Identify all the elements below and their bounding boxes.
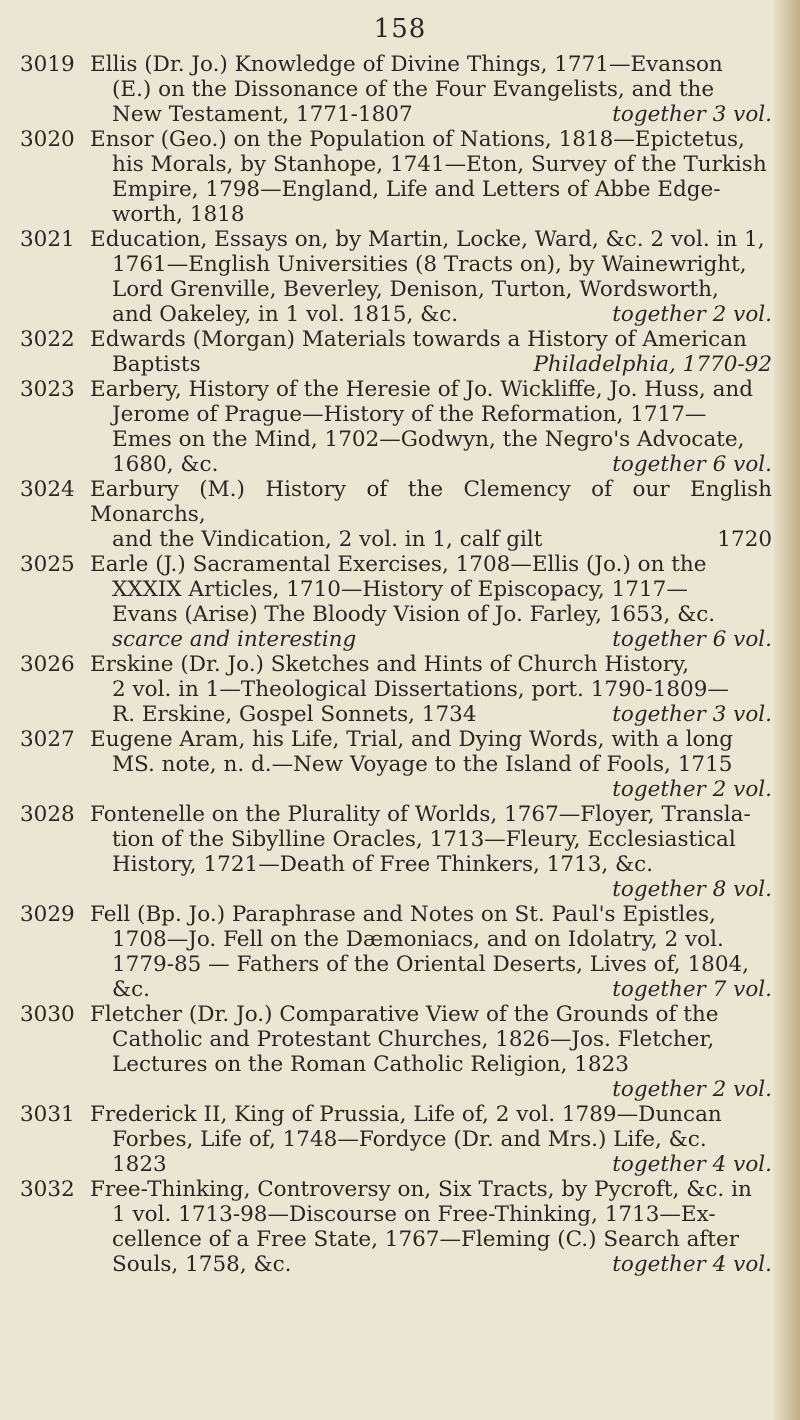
entry-line: Emes on the Mind, 1702—Godwyn, the Negro's Advocate,: [112, 427, 745, 452]
entry-line: 1680, &c.: [112, 452, 219, 477]
lot-number: 3029: [20, 902, 75, 927]
entry-line: R. Erskine, Gospel Sonnets, 1734: [112, 702, 477, 727]
entry-line: Fontenelle on the Plurality of Worlds, 1767—Floyer, Transla-: [90, 802, 751, 827]
entry-note: together 2 vol.: [612, 777, 772, 802]
catalogue-entry: [20, 1177, 772, 1277]
catalogue-entry: [20, 127, 772, 227]
entry-line: MS. note, n. d.—New Voyage to the Island of Fools, 1715: [112, 752, 733, 777]
entry-line: Frederick II, King of Prussia, Life of, 2 vol. 1789—Duncan: [90, 1102, 722, 1127]
entry-line: Education, Essays on, by Martin, Locke, Ward, &c. 2 vol. in 1,: [90, 227, 765, 252]
entry-note: together 4 vol.: [612, 1152, 772, 1177]
lot-number: 3026: [20, 652, 75, 677]
entry-note: together 2 vol.: [612, 1077, 772, 1102]
catalogue-entry: [20, 902, 772, 1002]
catalogue-entry: [20, 227, 772, 327]
entry-line: Forbes, Life of, 1748—Fordyce (Dr. and Mrs.) Life, &c.: [112, 1127, 707, 1152]
catalogue-entry: [20, 327, 772, 377]
entry-line: his Morals, by Stanhope, 1741—Eton, Survey of the Turkish: [112, 152, 767, 177]
entry-line: 1779-85 — Fathers of the Oriental Deserts, Lives of, 1804,: [112, 952, 750, 977]
entry-line: Eugene Aram, his Life, Trial, and Dying Words, with a long: [90, 727, 734, 752]
entry-line: &c.: [112, 977, 151, 1002]
entry-line: 1823: [112, 1152, 167, 1177]
entry-line: (E.) on the Dissonance of the Four Evangelists, and the: [112, 77, 715, 102]
lot-number: 3020: [20, 127, 75, 152]
entry-line: Baptists: [112, 352, 201, 377]
entry-line: Earbery, History of the Heresie of Jo. Wickliffe, Jo. Huss, and: [90, 377, 754, 402]
catalogue-entry: [20, 727, 772, 802]
lot-number: 3022: [20, 327, 75, 352]
catalogue-entry: [20, 1102, 772, 1177]
lot-number: 3024: [20, 477, 75, 502]
entry-line: Edwards (Morgan) Materials towards a History of American: [90, 327, 747, 352]
entry-note: together 3 vol.: [612, 702, 772, 727]
entry-line: cellence of a Free State, 1767—Fleming (C.) Search after: [112, 1227, 740, 1252]
entry-line: 1 vol. 1713-98—Discourse on Free-Thinking, 1713—Ex-: [112, 1202, 716, 1227]
lot-number: 3032: [20, 1177, 75, 1202]
entry-line: and Oakeley, in 1 vol. 1815, &c.: [112, 302, 459, 327]
entry-note: 1720: [717, 527, 772, 552]
entry-note: together 8 vol.: [612, 877, 772, 902]
lot-number: 3021: [20, 227, 75, 252]
entry-line: Erskine (Dr. Jo.) Sketches and Hints of Church History,: [90, 652, 690, 677]
entry-line: Catholic and Protestant Churches, 1826—Jos. Fletcher,: [112, 1027, 715, 1052]
catalogue-entry: [20, 52, 772, 127]
entry-note: together 7 vol.: [612, 977, 772, 1002]
entry-line: tion of the Sibylline Oracles, 1713—Fleury, Ecclesiastical: [112, 827, 736, 852]
page-edge: [774, 0, 800, 1420]
entry-line: and the Vindication, 2 vol. in 1, calf gilt: [112, 527, 543, 552]
lot-number: 3031: [20, 1102, 75, 1127]
entry-line: Lord Grenville, Beverley, Denison, Turton, Wordsworth,: [112, 277, 719, 302]
entry-line: Souls, 1758, &c.: [112, 1252, 292, 1277]
entry-note: together 6 vol.: [612, 452, 772, 477]
entry-line: Ellis (Dr. Jo.) Knowledge of Divine Things, 1771—Evanson: [90, 52, 723, 77]
lot-number: 3023: [20, 377, 75, 402]
catalogue-entries: [20, 52, 772, 1277]
lot-number: 3025: [20, 552, 75, 577]
catalogue-entry: [20, 377, 772, 477]
entry-note: together 6 vol.: [612, 627, 772, 652]
page-number: 158: [373, 14, 427, 44]
lot-number: 3028: [20, 802, 75, 827]
entry-line: worth, 1818: [112, 202, 245, 227]
lot-number: 3030: [20, 1002, 75, 1027]
entry-line: 1761—English Universities (8 Tracts on), by Wainewright,: [112, 252, 747, 277]
entry-line: Empire, 1798—England, Life and Letters of Abbe Edge-: [112, 177, 721, 202]
entry-line: Evans (Arise) The Bloody Vision of Jo. Farley, 1653, &c.: [112, 602, 716, 627]
entry-line: Earbury (M.) History of the Clemency of our English Monarchs,: [90, 477, 772, 527]
entry-line: XXXIX Articles, 1710—History of Episcopacy, 1717—: [112, 577, 688, 602]
catalogue-entry: [20, 552, 772, 652]
entry-note: Philadelphia, 1770-92: [533, 352, 772, 377]
entry-line: Ensor (Geo.) on the Population of Nations, 1818—Epictetus,: [90, 127, 745, 152]
entry-note: together 2 vol.: [612, 302, 772, 327]
entry-note: together 3 vol.: [612, 102, 772, 127]
entry-line: Earle (J.) Sacramental Exercises, 1708—Ellis (Jo.) on the: [90, 552, 707, 577]
catalogue-entry: [20, 802, 772, 902]
catalogue-entry: [20, 1002, 772, 1102]
entry-line: Fell (Bp. Jo.) Paraphrase and Notes on St. Paul's Epistles,: [90, 902, 716, 927]
lot-number: 3027: [20, 727, 75, 752]
lot-number: 3019: [20, 52, 75, 77]
catalogue-entry: [20, 477, 772, 552]
entry-line: Lectures on the Roman Catholic Religion, 1823: [112, 1052, 629, 1077]
entry-line: Fletcher (Dr. Jo.) Comparative View of the Grounds of the: [90, 1002, 719, 1027]
catalogue-entry: [20, 652, 772, 727]
entry-line: 1708—Jo. Fell on the Dæmoniacs, and on Idolatry, 2 vol.: [112, 927, 724, 952]
entry-line: History, 1721—Death of Free Thinkers, 1713, &c.: [112, 852, 654, 877]
entry-line: scarce and interesting: [112, 627, 357, 652]
entry-line: 2 vol. in 1—Theological Dissertations, port. 1790-1809—: [112, 677, 729, 702]
entry-line: Jerome of Prague—History of the Reformation, 1717—: [112, 402, 707, 427]
entry-line: New Testament, 1771-1807: [112, 102, 413, 127]
entry-note: together 4 vol.: [612, 1252, 772, 1277]
entry-line: Free-Thinking, Controversy on, Six Tracts, by Pycroft, &c. in: [90, 1177, 752, 1202]
